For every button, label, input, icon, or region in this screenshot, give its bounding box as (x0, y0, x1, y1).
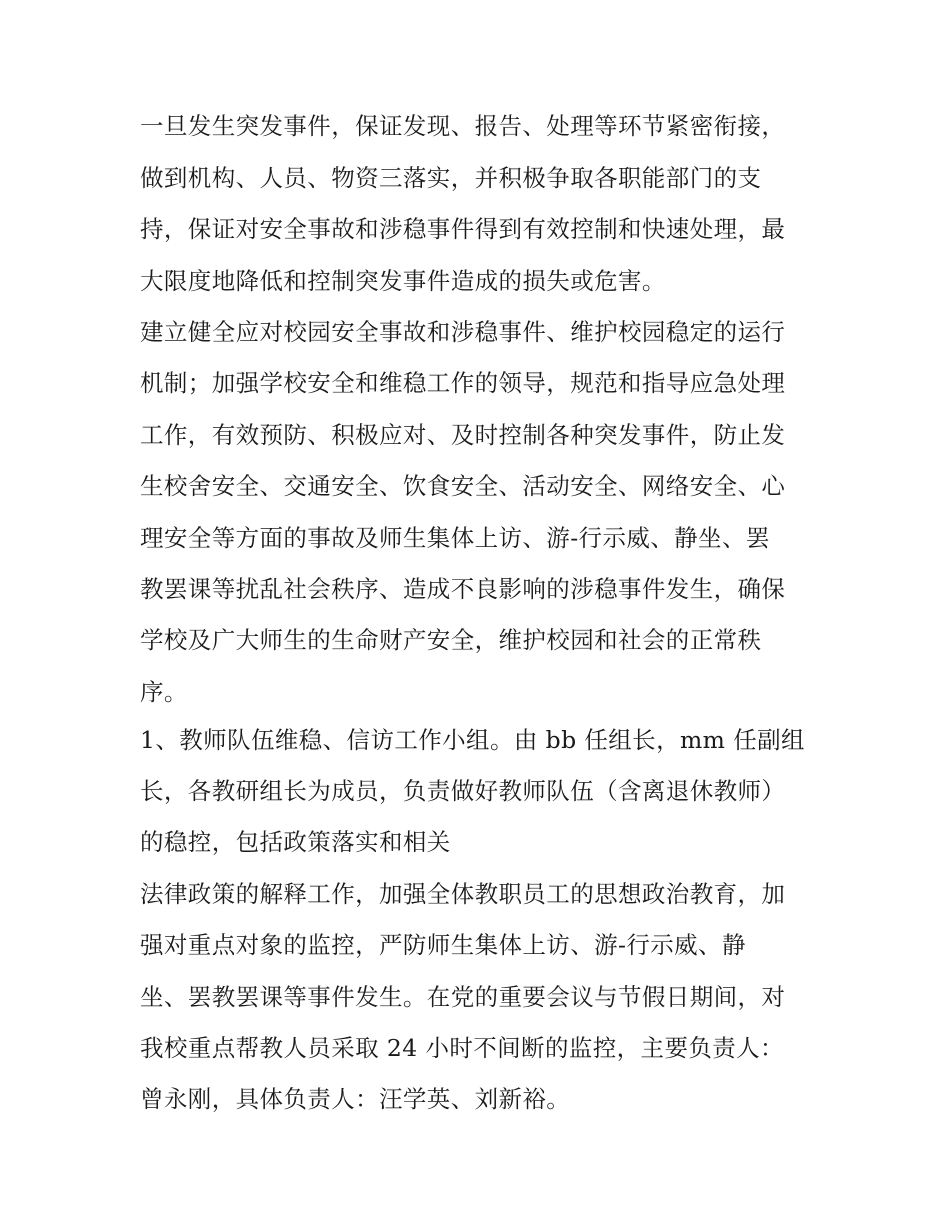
text-line: 持，保证对安全事故和涉稳事件得到有效控制和快速处理，最 (140, 215, 786, 243)
text-line: 我校重点帮教人员采取 24 小时不间断的监控，主要负责人： (140, 1034, 784, 1062)
text-line: 序。 (140, 678, 188, 706)
text-line: 机制；加强学校安全和维稳工作的领导，规范和指导应急处理 (140, 369, 786, 397)
text-line: 建立健全应对校园安全事故和涉稳事件、维护校园稳定的运行 (140, 318, 786, 346)
text-line: 理安全等方面的事故及师生集体上访、游-行示威、静坐、罢 (140, 524, 770, 552)
text-line: 工作，有效预防、积极应对、及时控制各种突发事件，防止发 (140, 421, 786, 449)
text-line: 教罢课等扰乱社会秩序、造成不良影响的涉稳事件发生，确保 (140, 575, 786, 603)
text-line: 学校及广大师生的生命财产安全，维护校园和社会的正常秩 (140, 626, 762, 654)
text-line: 做到机构、人员、物资三落实，并积极争取各职能部门的支 (140, 164, 762, 192)
text-line: 长，各教研组长为成员，负责做好教师队伍（含离退休教师） (140, 777, 786, 805)
text-line: 坐、罢教罢课等事件发生。在党的重要会议与节假日期间，对 (140, 983, 786, 1011)
text-line: 的稳控，包括政策落实和相关 (140, 828, 451, 856)
text-line: 一旦发生突发事件，保证发现、报告、处理等环节紧密衔接， (140, 112, 786, 140)
text-line: 强对重点对象的监控，严防师生集体上访、游-行示威、静 (140, 931, 746, 959)
text-line: 法律政策的解释工作，加强全体教职员工的思想政治教育，加 (140, 880, 786, 908)
text-line: 1、教师队伍维稳、信访工作小组。由 bb 任组长，mm 任副组 (140, 726, 805, 754)
text-line: 曾永刚，具体负责人：汪学英、刘新裕。 (140, 1085, 571, 1113)
text-line: 生校舍安全、交通安全、饮食安全、活动安全、网络安全、心 (140, 472, 786, 500)
text-line: 大限度地降低和控制突发事件造成的损失或危害。 (140, 267, 666, 295)
